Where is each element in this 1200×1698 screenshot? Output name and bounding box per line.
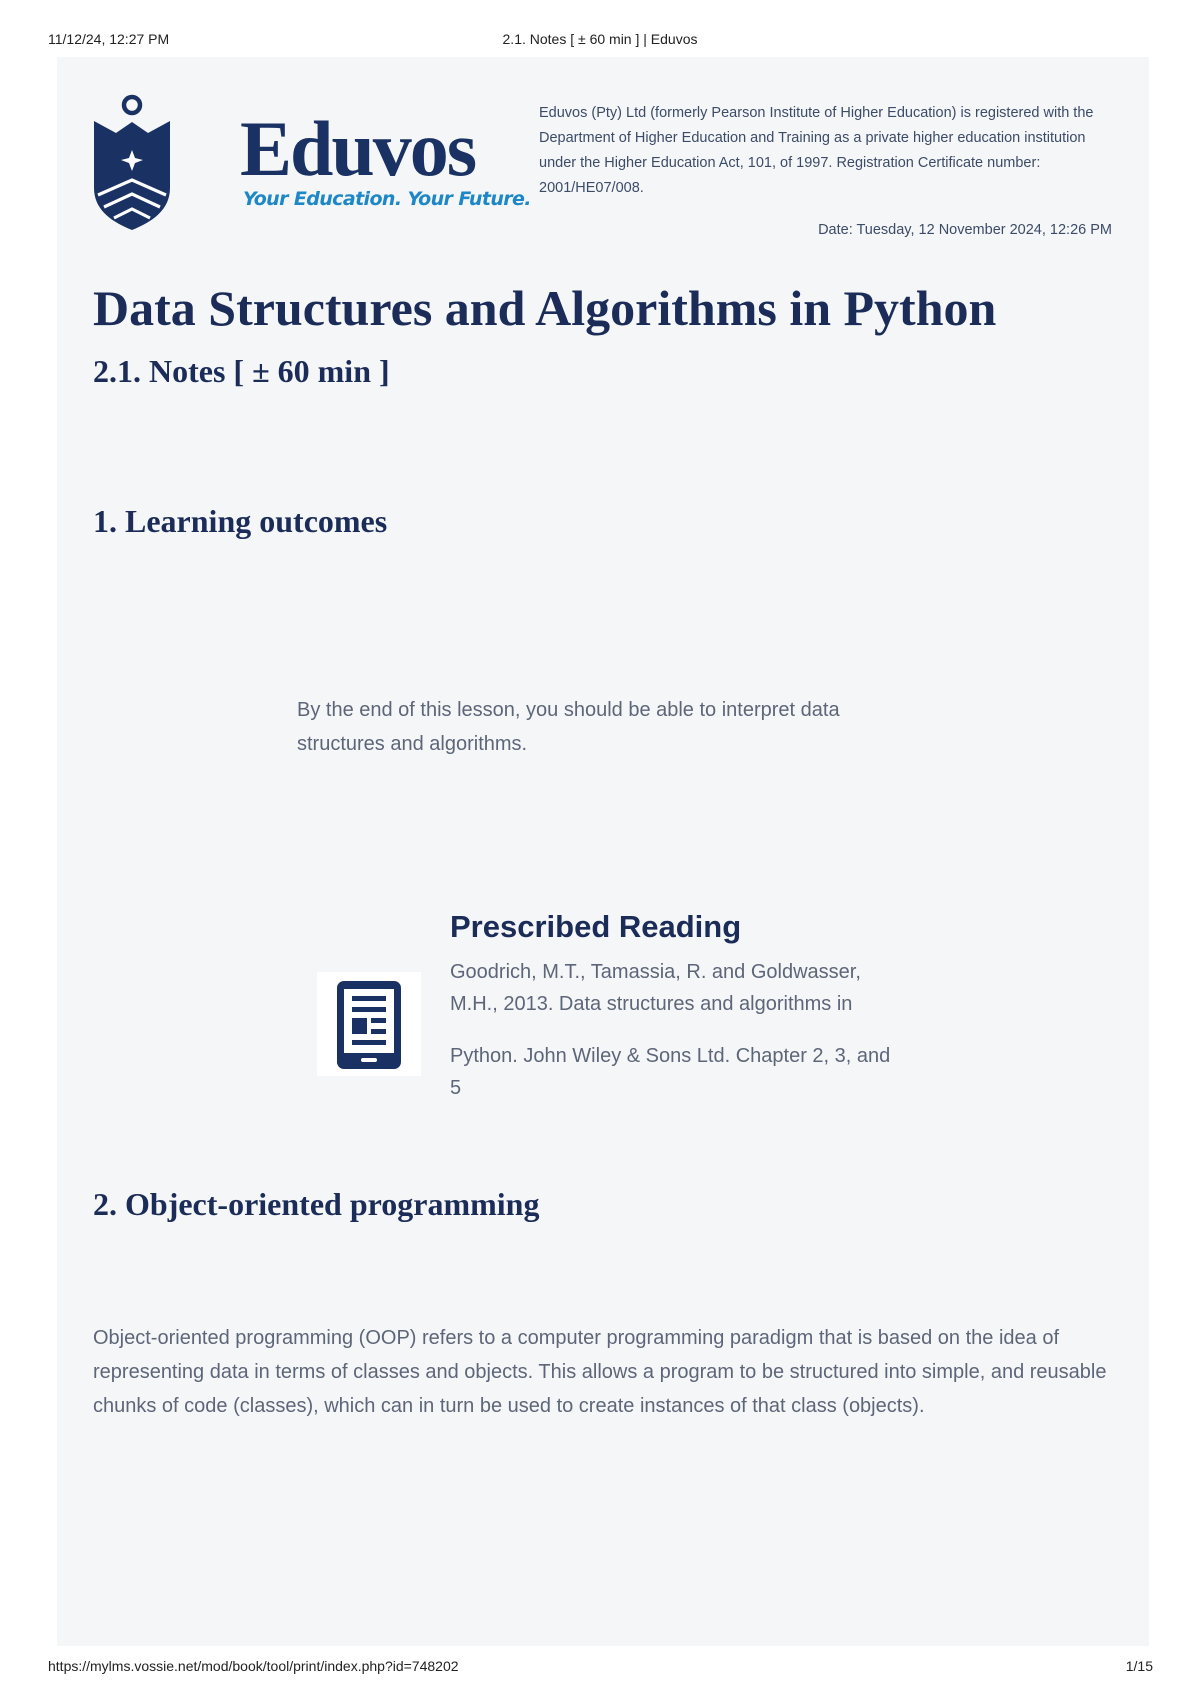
book-title: Data Structures and Algorithms in Python [93, 280, 997, 336]
logo-tagline: Your Education. Your Future. [243, 188, 531, 210]
learning-outcome-text: By the end of this lesson, you should be able to interpret data structures and algorithms. [297, 699, 840, 755]
oop-paragraph: Object-oriented programming (OOP) refers to a computer programming paradigm that is based on the idea of representing data in terms of classes and objects. This allows a program to be structured into simple, and reusable chunks of code (classes), which can in turn be used to create instances of that class (objects). [93, 1327, 1107, 1417]
eduvos-logo[interactable] [90, 92, 530, 242]
prescribed-reading-heading: Prescribed Reading [450, 909, 742, 944]
print-page-title: 2.1. Notes [ ± 60 min ] | Eduvos [502, 31, 698, 47]
print-page-number: 1/15 [1125, 1658, 1153, 1674]
prescribed-reading-citation-part2: Python. John Wiley & Sons Ltd. Chapter 2, 3, and 5 [450, 1045, 891, 1099]
section-heading-learning-outcomes: 1. Learning outcomes [93, 503, 388, 539]
chapter-title: 2.1. Notes [ ± 60 min ] [93, 353, 390, 389]
section-heading-oop: 2. Object-oriented programming [93, 1186, 540, 1222]
print-datetime: 11/12/24, 12:27 PM [48, 31, 170, 47]
crest-icon [90, 92, 230, 242]
page-content [57, 57, 1149, 1646]
print-date: Date: Tuesday, 12 November 2024, 12:26 PM [818, 222, 1112, 238]
registration-text: Eduvos (Pty) Ltd (formerly Pearson Institute of Higher Education) is registered with the Department of Higher Education and Training as a private higher education institution under the Higher Education Act, 101, of 1997. Registration Certificate number: 2001/HE07/008. [539, 105, 1094, 196]
ebook-reader-icon [317, 972, 421, 1076]
logo-wordmark: Eduvos [240, 105, 476, 192]
print-url[interactable]: https://mylms.vossie.net/mod/book/tool/print/index.php?id=748202 [48, 1658, 459, 1674]
prescribed-reading-citation-part1: Goodrich, M.T., Tamassia, R. and Goldwasser, M.H., 2013. Data structures and algorithms in [450, 961, 861, 1015]
